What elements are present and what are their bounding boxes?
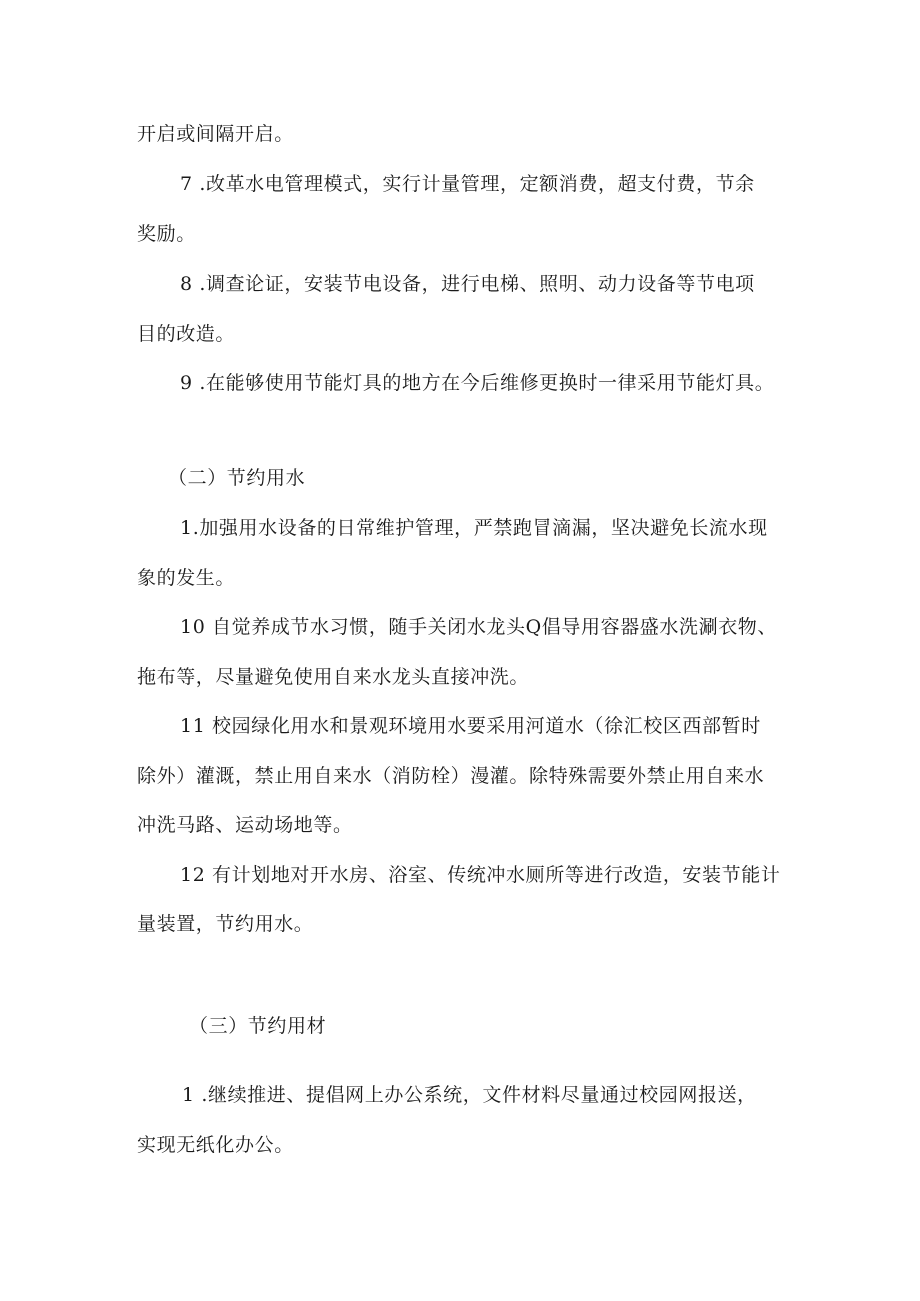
- item-9-line-1: 9 .在能够使用节能灯具的地方在今后维修更换时一律采用节能灯具。: [180, 372, 775, 394]
- section-heading-materials: （三）节约用材: [189, 1015, 327, 1037]
- water-item-11-line-3: 冲洗马路、运动场地等。: [137, 814, 353, 836]
- water-item-11-line-2: 除外）灌溉，禁止用自来水（消防栓）漫灌。除特殊需要外禁止用自来水: [137, 765, 765, 787]
- materials-item-1-line-2: 实现无纸化办公。: [137, 1134, 294, 1156]
- section-heading-water: （二）节约用水: [168, 467, 306, 489]
- paragraph-line: 开启或间隔开启。: [137, 123, 294, 145]
- materials-item-1-line-1: 1 .继续推进、提倡网上办公系统，文件材料尽量通过校园网报送，: [182, 1084, 757, 1106]
- water-item-10-line-2: 拖布等，尽量避免使用自来水龙头直接冲洗。: [137, 666, 530, 688]
- item-8-line-1: 8 .调查论证，安装节电设备，进行电梯、照明、动力设备等节电项: [180, 273, 755, 295]
- water-item-1-line-1: 1.加强用水设备的日常维护管理，严禁跑冒滴漏，坚决避免长流水现: [180, 517, 768, 539]
- item-7-line-2: 奖励。: [137, 223, 196, 245]
- water-item-11-line-1: 11 校园绿化用水和景观环境用水要采用河道水（徐汇校区西部暂时: [180, 715, 761, 737]
- water-item-1-line-2: 象的发生。: [137, 567, 236, 589]
- water-item-12-line-1: 12 有计划地对开水房、浴室、传统冲水厕所等进行改造，安装节能计: [180, 864, 781, 886]
- water-item-10-line-1: 10 自觉养成节水习惯，随手关闭水龙头Q倡导用容器盛水洗涮衣物、: [180, 616, 777, 638]
- water-item-12-line-2: 量装置，节约用水。: [137, 913, 314, 935]
- item-7-line-1: 7 .改革水电管理模式，实行计量管理，定额消费，超支付费，节余: [180, 173, 755, 195]
- item-8-line-2: 目的改造。: [137, 323, 236, 345]
